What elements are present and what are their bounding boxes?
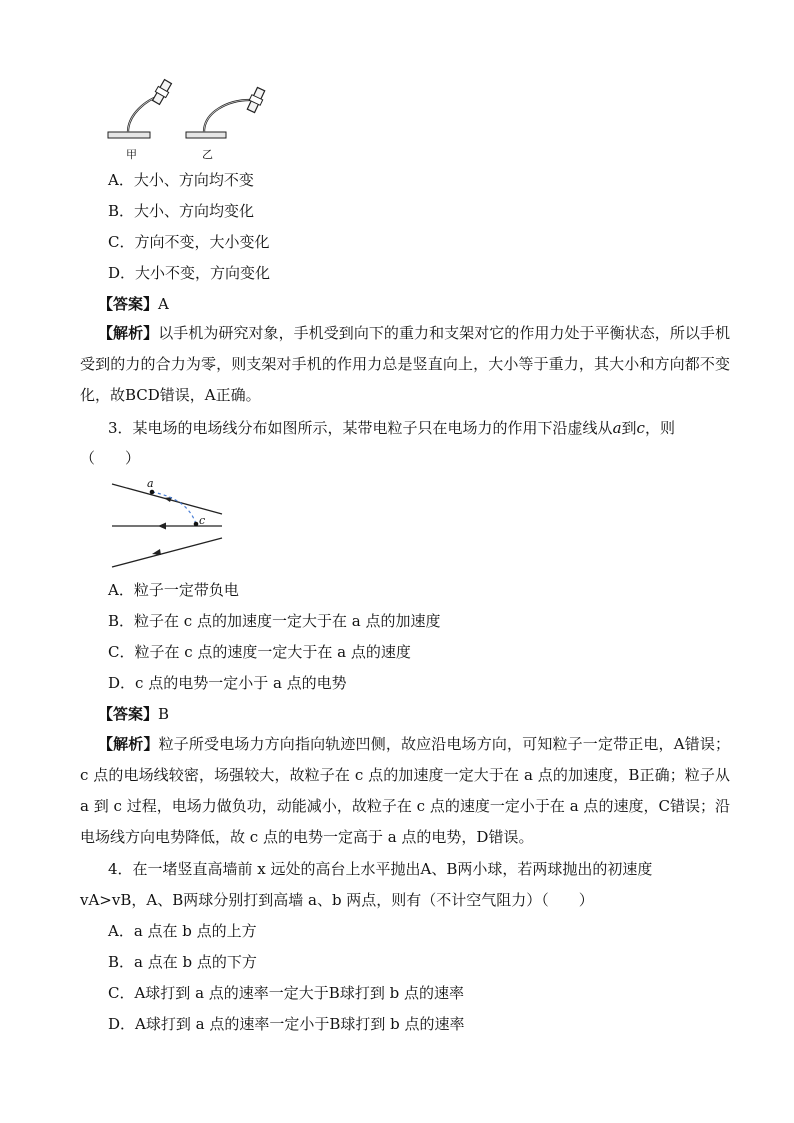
q3-option-d: D．c 点的电势一定小于 a 点的电势	[108, 674, 347, 692]
q3-answer-value: B	[158, 705, 170, 723]
point-c	[194, 522, 199, 527]
phone-holder-figure	[100, 70, 280, 165]
q3-stem	[108, 418, 675, 438]
q2-option-c: C．方向不变，大小变化	[108, 233, 270, 251]
q3-stem-part-2: 到	[621, 419, 637, 437]
q2-option-b: B．大小、方向均变化	[108, 202, 255, 220]
fig-label-c: c	[199, 514, 206, 527]
point-a	[150, 490, 155, 495]
q4-stem-line-1: 4．在一堵竖直高墙前 x 远处的高台上水平抛出A、B两小球，若两球抛出的初速度	[108, 860, 653, 878]
arrow-middle-icon	[158, 523, 166, 530]
q4-option-b: B．a 点在 b 点的下方	[108, 953, 257, 971]
q3-analysis	[80, 729, 730, 853]
holder-base-left	[108, 132, 150, 138]
q3-stem-var-a: a	[612, 419, 622, 437]
q3-analysis-text: 粒子所受电场力方向指向轨迹凹侧，故应沿电场方向，可知粒子一定带正电，A错误；c 点的电场线较密，场强较大，故粒子在 c 点的加速度一定大于在 a 点的加速度，B正确；粒子从 a 到 c 过程，电场力做负功，动能减小，故粒子在 c 点的速度一定小于在 a 点的速度，C错误；沿电场线方向电势降低，故 c 点的电势一定高于 a 点的电势，D错误。	[80, 735, 730, 846]
fig-label-yi: 乙	[202, 148, 213, 161]
fig-label-jia: 甲	[126, 148, 137, 161]
q3-analysis-tag: 【解析】	[98, 735, 159, 753]
q2-analysis-text: 以手机为研究对象，手机受到向下的重力和支架对它的作用力处于平衡状态，所以手机受到的力的合力为零，则支架对手机的作用力总是竖直向上，大小等于重力，其大小和方向都不变化，故BCD错误，A正确。	[80, 324, 730, 404]
q3-stem-part-1: 3．某电场的电场线分布如图所示，某带电粒子只在电场力的作用下沿虚线从	[108, 419, 613, 437]
fig-label-a: a	[147, 477, 154, 490]
electric-field-figure	[108, 476, 228, 571]
q3-stem-part-3: ，则	[644, 419, 675, 437]
q2-analysis-tag: 【解析】	[98, 324, 159, 342]
q3-stem-paren: （ ）	[80, 449, 141, 467]
q3-option-a: A．粒子一定带负电	[108, 581, 239, 599]
q3-answer	[98, 704, 169, 724]
holder-base-right	[186, 132, 226, 138]
q4-option-c: C．A球打到 a 点的速率一定大于B球打到 b 点的速率	[108, 984, 464, 1002]
q3-stem-var-c: c	[636, 419, 645, 437]
q3-answer-tag: 【答案】	[98, 705, 159, 723]
q2-option-a: A．大小、方向均不变	[108, 171, 254, 189]
q4-option-a: A．a 点在 b 点的上方	[108, 922, 257, 940]
q2-answer-tag: 【答案】	[98, 295, 159, 313]
q3-option-b: B．粒子在 c 点的加速度一定大于在 a 点的加速度	[108, 612, 441, 630]
field-line-bottom	[112, 538, 222, 567]
q2-option-d: D．大小不变，方向变化	[108, 264, 271, 282]
phone-left-icon	[151, 79, 173, 106]
arrow-bottom-icon	[152, 549, 161, 555]
q3-option-c: C．粒子在 c 点的速度一定大于在 a 点的速度	[108, 643, 411, 661]
q4-stem-line-2: vA>vB，A、B两球分别打到高墙 a、b 两点，则有（不计空气阻力）（ ）	[80, 891, 594, 909]
q2-answer	[98, 294, 169, 314]
q2-analysis	[80, 318, 730, 411]
q2-answer-value: A	[158, 295, 169, 313]
q4-option-d: D．A球打到 a 点的速率一定小于B球打到 b 点的速率	[108, 1015, 465, 1033]
holder-arm-right	[204, 100, 250, 132]
